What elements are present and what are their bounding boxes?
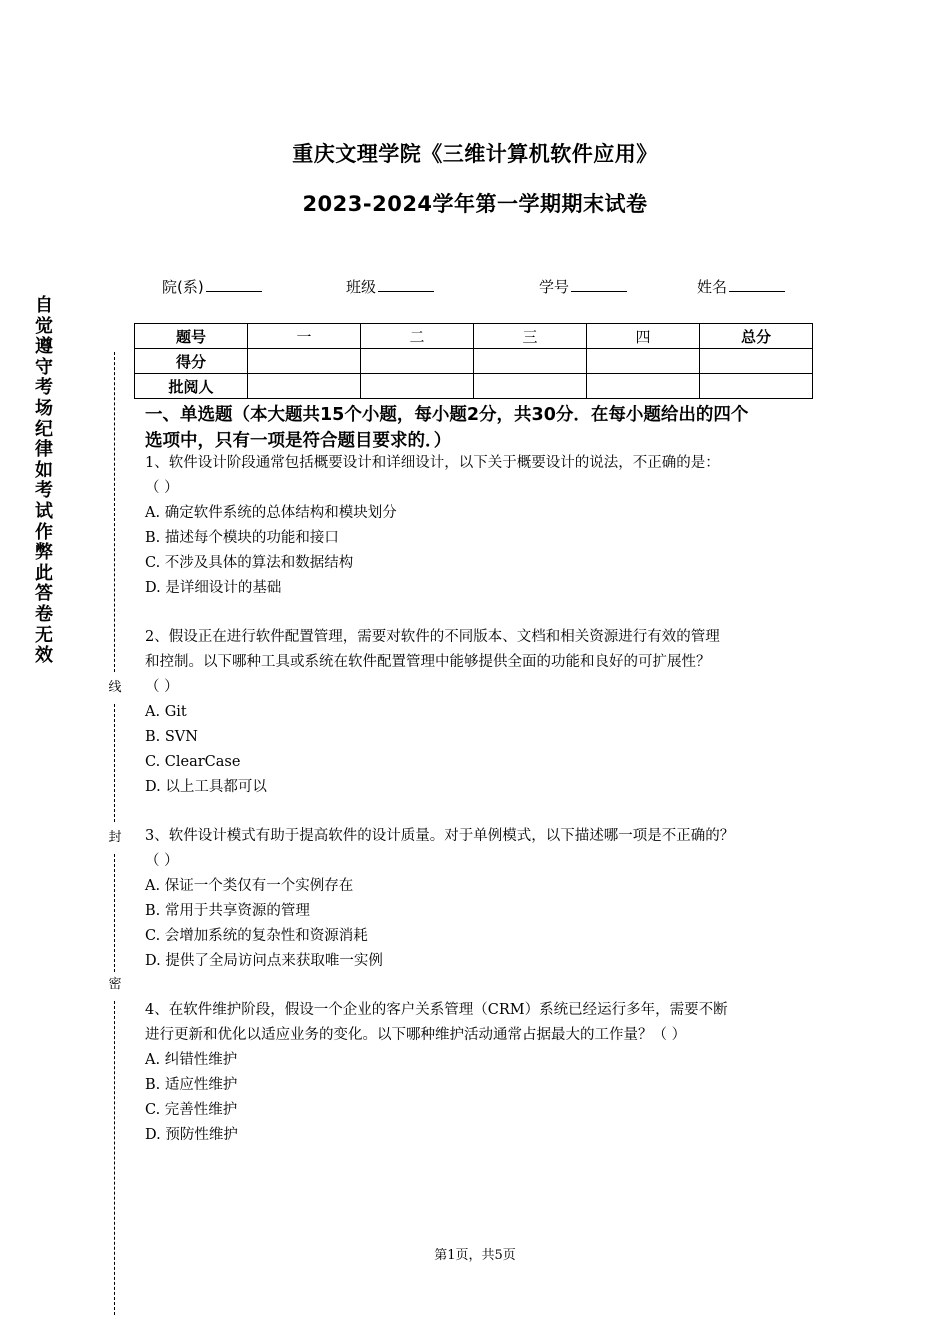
score-row [135,349,813,374]
section-heading-line: 选项中，只有一项是符合题目要求的．） [145,431,452,451]
warning-char: 试 [35,500,53,522]
warning-char: 考 [35,377,53,399]
option-c: C. ClearCase [145,754,241,770]
binding-mark-line: 线 [108,680,122,695]
binding-line-segment [114,704,115,822]
grader-cell[interactable] [474,374,587,399]
class-field [346,276,434,297]
binding-line-segment [114,854,115,972]
question-2 [145,625,825,800]
score-cell[interactable] [587,349,700,374]
warning-char: 作 [35,521,53,543]
score-table-header-cell: 总分 [700,324,813,349]
score-row-label: 得分 [135,349,248,374]
option-a: A. Git [145,704,187,720]
warning-char: 守 [35,356,53,378]
section-heading-line: 一、单选题（本大题共15个小题，每小题2分，共30分．在每小题给出的四个 [145,405,749,425]
question-stem: 3、软件设计模式有助于提高软件的设计质量。对于单例模式，以下描述哪一项是不正确的？ [145,828,735,844]
option-d: D. 以上工具都可以 [145,779,267,795]
name-label: 姓名 [697,278,728,296]
warning-char: 如 [35,459,53,481]
question-3 [145,824,825,974]
option-c: C. 不涉及具体的算法和数据结构 [145,555,354,571]
option-b: B. SVN [145,729,198,745]
warning-char: 律 [35,439,53,461]
grader-cell[interactable] [587,374,700,399]
name-blank[interactable] [729,277,785,292]
page-number: 第1页，共5页 [434,1248,516,1263]
question-stem: （ ） [145,679,179,695]
department-blank[interactable] [206,277,262,292]
warning-char: 效 [35,645,53,667]
score-table-header-row [135,324,813,349]
warning-char: 答 [35,583,53,605]
score-table-header-cell: 四 [587,324,700,349]
option-a: A. 纠错性维护 [145,1052,238,1068]
binding-mark-secret: 密 [108,977,122,992]
department-label: 院(系) [162,278,204,296]
option-d: D. 预防性维护 [145,1127,238,1143]
question-stem: 4、在软件维护阶段，假设一个企业的客户关系管理（CRM）系统已经运行多年，需要不断 [145,1002,728,1018]
score-cell[interactable] [361,349,474,374]
warning-char: 卷 [35,603,53,625]
warning-char: 无 [35,624,53,646]
grader-row [135,374,813,399]
student-id-field [539,276,627,297]
warning-char: 场 [35,397,53,419]
exam-title: 重庆文理学院《三维计算机软件应用》 [292,142,658,166]
exam-subtitle: 2023-2024学年第一学期期末试卷 [302,192,648,216]
option-a: A. 确定软件系统的总体结构和模块划分 [145,505,397,521]
score-cell[interactable] [248,349,361,374]
section-heading [145,402,825,454]
department-field [162,276,262,297]
score-cell[interactable] [474,349,587,374]
question-1 [145,451,825,601]
grader-cell[interactable] [700,374,813,399]
option-b: B. 描述每个模块的功能和接口 [145,530,339,546]
binding-line-segment [114,1001,115,1315]
question-stem: （ ） [145,480,179,496]
integrity-warning [32,296,56,667]
question-stem: 1、软件设计阶段通常包括概要设计和详细设计，以下关于概要设计的说法，不正确的是： [145,455,720,471]
option-b: B. 适应性维护 [145,1077,238,1093]
warning-char: 觉 [35,315,53,337]
grader-row-label: 批阅人 [135,374,248,399]
warning-char: 此 [35,562,53,584]
binding-line-segment [114,352,115,672]
grader-cell[interactable] [361,374,474,399]
warning-char: 纪 [35,418,53,440]
option-d: D. 提供了全局访问点来获取唯一实例 [145,953,383,969]
question-4 [145,998,825,1148]
student-id-blank[interactable] [571,277,627,292]
score-cell[interactable] [700,349,813,374]
class-blank[interactable] [378,277,434,292]
option-c: C. 完善性维护 [145,1102,238,1118]
grader-cell[interactable] [248,374,361,399]
score-table-header-cell: 一 [248,324,361,349]
option-a: A. 保证一个类仅有一个实例存在 [145,878,354,894]
score-table-header-cell: 题号 [135,324,248,349]
option-c: C. 会增加系统的复杂性和资源消耗 [145,928,368,944]
warning-char: 遵 [35,336,53,358]
score-table [134,323,813,399]
warning-char: 考 [35,480,53,502]
question-stem: 2、假设正在进行软件配置管理，需要对软件的不同版本、文档和相关资源进行有效的管理 [145,629,720,645]
option-d: D. 是详细设计的基础 [145,580,282,596]
question-stem: 和控制。以下哪种工具或系统在软件配置管理中能够提供全面的功能和良好的可扩展性？ [145,654,711,670]
question-stem: （ ） [145,853,179,869]
class-label: 班级 [346,278,377,296]
name-field [697,276,785,297]
binding-mark-seal: 封 [108,830,122,845]
option-b: B. 常用于共享资源的管理 [145,903,310,919]
score-table-header-cell: 二 [361,324,474,349]
question-stem: 进行更新和优化以适应业务的变化。以下哪种维护活动通常占据最大的工作量？（ ） [145,1027,687,1043]
warning-char: 弊 [35,542,53,564]
warning-char: 自 [35,295,53,316]
score-table-header-cell: 三 [474,324,587,349]
student-id-label: 学号 [539,278,570,296]
